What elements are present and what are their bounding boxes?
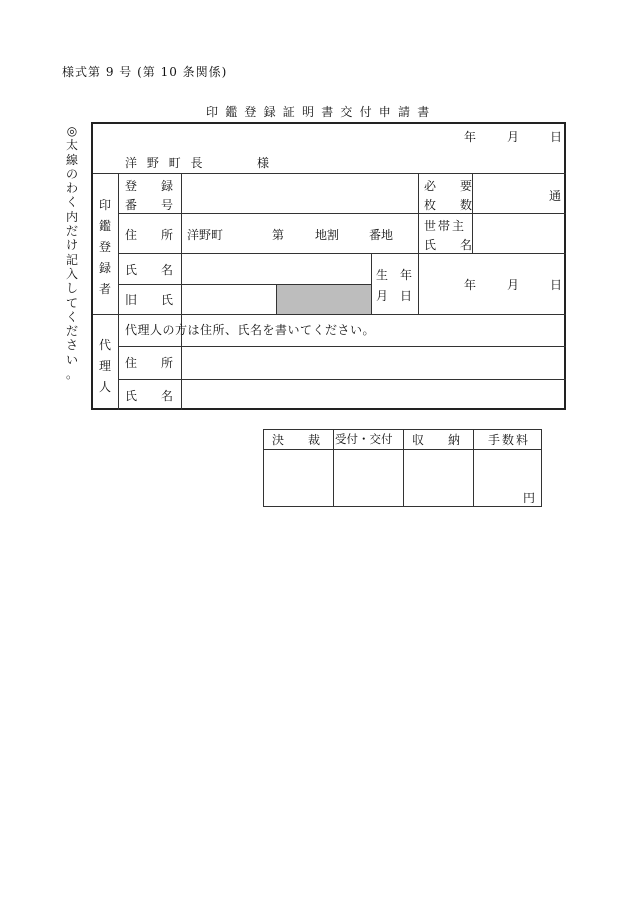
agent-address-label: 住 所 xyxy=(125,356,174,370)
copies-needed-label-line1: 必 要 xyxy=(424,179,473,193)
form-number-label: 様式第 9 号 (第 10 条関係) xyxy=(62,65,228,79)
registrant-section-label: 印 鑑 登 録 者 xyxy=(98,198,111,296)
column-divider xyxy=(333,430,334,506)
former-name-shaded-cell xyxy=(277,285,371,314)
office-use-table xyxy=(263,429,542,507)
approval-header: 決 裁 xyxy=(272,433,321,447)
householder-label-line2: 氏 名 xyxy=(424,238,473,252)
application-form xyxy=(91,122,566,410)
column-divider xyxy=(181,173,182,410)
reception-header: 受付・交付 xyxy=(335,432,393,446)
fee-unit-label: 円 xyxy=(523,491,536,505)
row-divider xyxy=(118,379,566,380)
row-divider xyxy=(93,314,566,315)
address-prefix: 洋野町 xyxy=(187,228,224,242)
column-divider xyxy=(473,430,474,506)
fee-header: 手数料 xyxy=(488,433,531,447)
date-day-label: 日 xyxy=(550,130,563,144)
address-dai-label: 第 xyxy=(272,228,285,242)
column-divider xyxy=(418,253,419,314)
row-divider xyxy=(118,213,566,214)
address-label: 住 所 xyxy=(125,228,174,242)
birth-date-label-line1: 生 年 xyxy=(376,268,413,282)
column-divider xyxy=(118,173,119,410)
birth-date-label-line2: 月 日 xyxy=(376,289,413,303)
name-label: 氏 名 xyxy=(125,263,174,277)
column-divider xyxy=(403,430,404,506)
agent-name-label: 氏 名 xyxy=(125,389,174,403)
column-divider xyxy=(418,173,419,253)
birth-year-label: 年 xyxy=(464,278,477,292)
row-divider xyxy=(118,346,566,347)
former-name-label: 旧 氏 xyxy=(125,293,174,307)
birth-month-label: 月 xyxy=(507,278,520,292)
address-banchi-label: 番地 xyxy=(369,228,394,242)
addressee-label: 洋 野 町 長 xyxy=(125,156,206,170)
page-title: 印鑑登録証明書交付申請書 xyxy=(206,105,437,119)
householder-label-line1: 世帯主 xyxy=(424,219,467,233)
side-instruction-note: ◎ 太 線 の わ く 内 だ け 記 入 し て く だ さ い 。 xyxy=(65,124,78,382)
registration-number-label-line2: 番 号 xyxy=(125,198,174,212)
address-chiwari-label: 地割 xyxy=(315,228,340,242)
column-divider xyxy=(371,253,372,314)
birth-day-label: 日 xyxy=(550,278,563,292)
registration-number-label-line1: 登 録 xyxy=(125,179,174,193)
copies-needed-label-line2: 枚 数 xyxy=(424,198,473,212)
receipt-header: 収 納 xyxy=(412,433,461,447)
row-divider xyxy=(118,253,566,254)
date-year-label: 年 xyxy=(464,130,477,144)
agent-instruction: 代理人の方は住所、氏名を書いてください。 xyxy=(125,323,376,337)
column-divider xyxy=(472,173,473,253)
honorific-label: 様 xyxy=(257,156,270,170)
date-month-label: 月 xyxy=(507,130,520,144)
agent-section-label: 代 理 人 xyxy=(98,338,111,394)
copies-unit-label: 通 xyxy=(549,189,562,203)
row-divider xyxy=(93,173,566,174)
